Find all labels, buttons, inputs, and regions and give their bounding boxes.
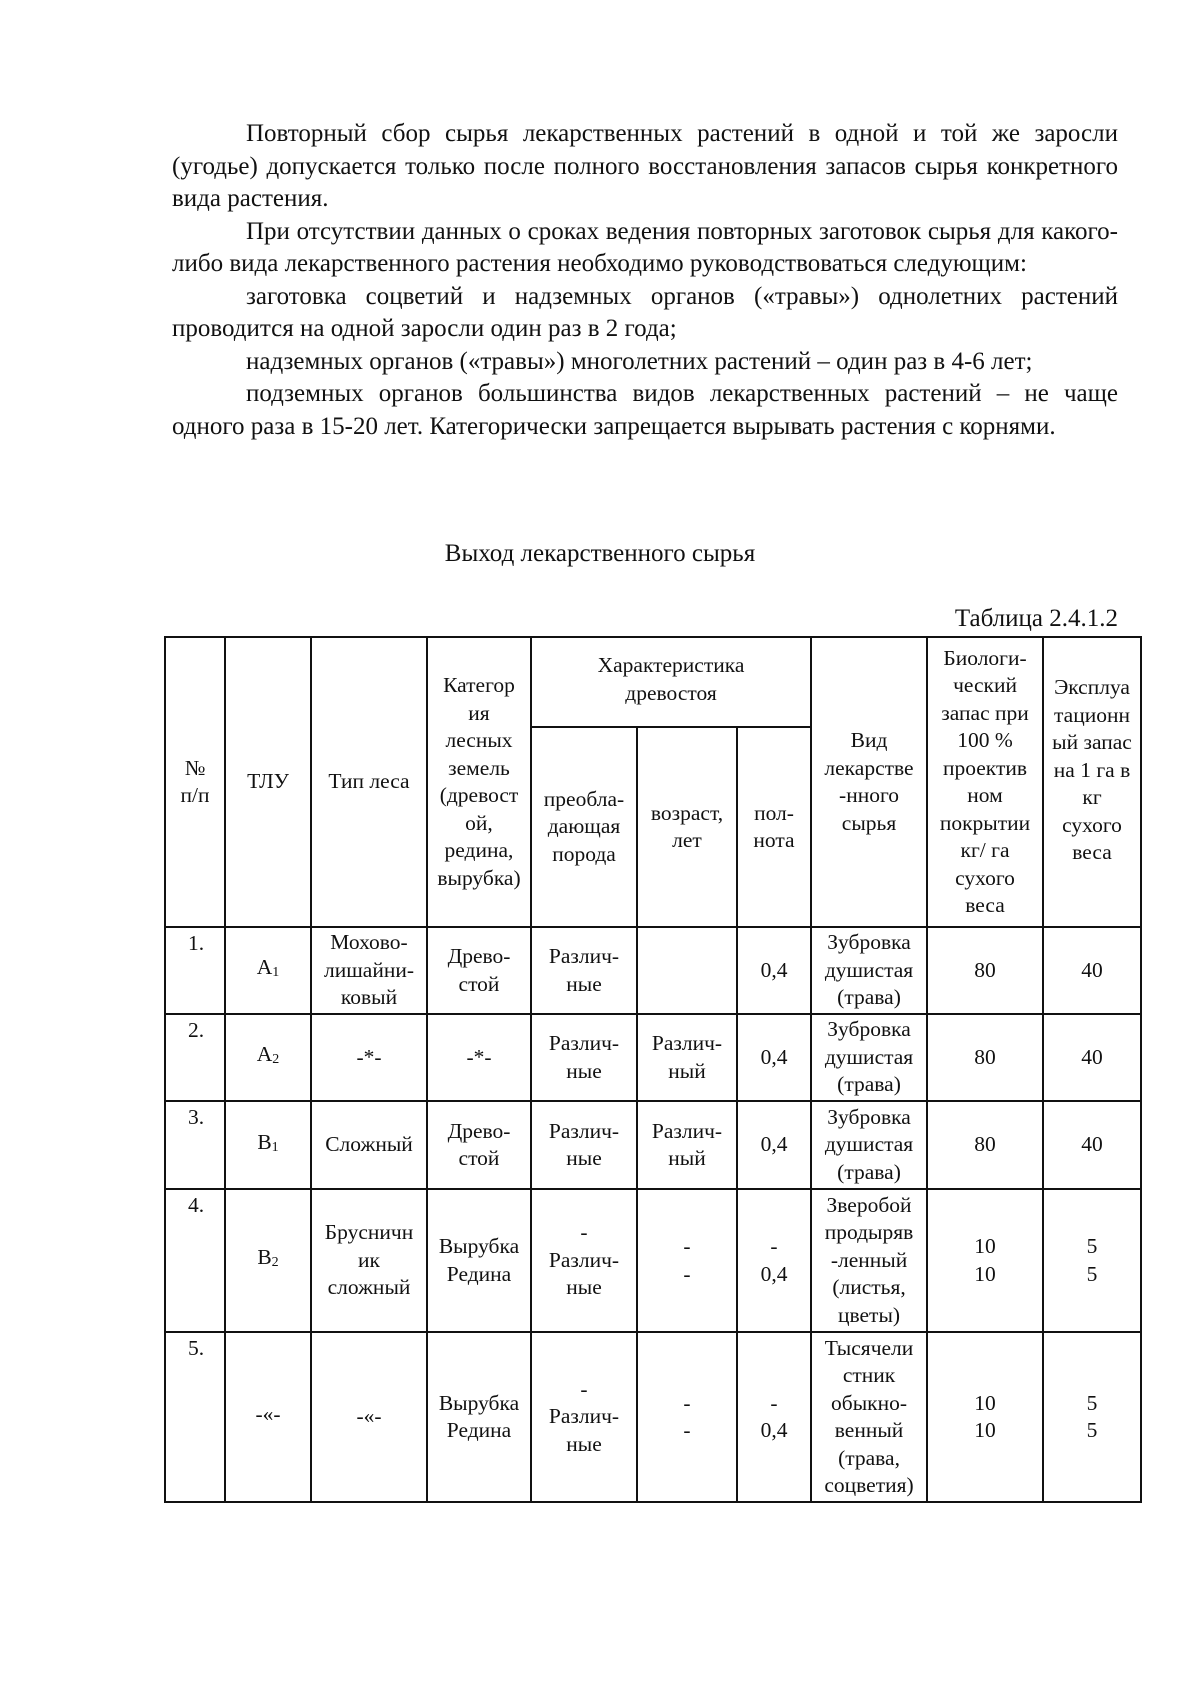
row-exp-reserve: 40 — [1043, 1014, 1141, 1101]
row-tlu: -«- — [225, 1332, 311, 1502]
paragraph-1: Повторный сбор сырья лекарственных растений в одной и той же заросли (угодье) допускается только после полного восстановления запасов сырья конкретного вида растения. — [172, 120, 1118, 212]
row-bio-reserve: 80 — [927, 1101, 1043, 1189]
header-density: пол- нота — [737, 727, 811, 927]
row-forest-type: Мохово- лишайни- ковый — [311, 927, 427, 1014]
header-category: Категор ия лесных земель (древост ой, редина, вырубка) — [427, 637, 531, 927]
table-row — [165, 1189, 1141, 1332]
row-category: Вырубка Редина — [427, 1332, 531, 1502]
row-num: 1. — [165, 927, 225, 1014]
table-row — [165, 1014, 1141, 1101]
row-tlu: $А_2$ — [225, 1014, 311, 1101]
row-category: -*- — [427, 1014, 531, 1101]
row-forest-type: Сложный — [311, 1101, 427, 1189]
row-category: Древо- стой — [427, 927, 531, 1014]
row-num: 2. — [165, 1014, 225, 1101]
row-age — [637, 927, 737, 1014]
header-tlu: ТЛУ — [225, 637, 311, 927]
row-forest-type: -«- — [311, 1332, 427, 1502]
row-dominant: Различ- ные — [531, 927, 637, 1014]
paragraph-3: заготовка соцветий и надземных органов («травы») однолетних растений проводится на одной заросли один раз в 2 года; — [172, 282, 1118, 342]
table-row — [165, 927, 1141, 1014]
header-bio-reserve: Биологи- ческий запас при 100 % проектив ном покрытии кг/ га сухого веса — [927, 637, 1043, 927]
table-number: Таблица 2.4.1.2 — [954, 605, 1118, 632]
table-row — [165, 1101, 1141, 1189]
row-category: Вырубка Редина — [427, 1189, 531, 1332]
row-category: Древо- стой — [427, 1101, 531, 1189]
raw-yield-table — [164, 636, 1142, 1503]
paragraph-5: подземных органов большинства видов лекарственных растений – не чаще одного раза в 15-20 лет. Категорически запрещается вырывать растения с корнями. — [172, 380, 1118, 440]
row-bio-reserve: 10 10 — [927, 1189, 1043, 1332]
row-num: 3. — [165, 1101, 225, 1189]
body-text — [172, 118, 1118, 443]
header-age: возраст, лет — [637, 727, 737, 927]
paragraph-4: надземных органов («травы») многолетних растений – один раз в 4-6 лет; — [246, 347, 1033, 375]
row-raw-type: Зубровка душистая (трава) — [811, 927, 927, 1014]
row-raw-type: Тысячели стник обыкно- венный (трава, соцветия) — [811, 1332, 927, 1502]
header-dominant-species: преобла- дающая порода — [531, 727, 637, 927]
row-density: - 0,4 — [737, 1332, 811, 1502]
row-raw-type: Зубровка душистая (трава) — [811, 1014, 927, 1101]
row-exp-reserve: 40 — [1043, 927, 1141, 1014]
row-dominant: - Различ- ные — [531, 1332, 637, 1502]
row-dominant: Различ- ные — [531, 1101, 637, 1189]
row-age: - - — [637, 1332, 737, 1502]
row-forest-type: -*- — [311, 1014, 427, 1101]
row-exp-reserve: 5 5 — [1043, 1189, 1141, 1332]
row-dominant: - Различ- ные — [531, 1189, 637, 1332]
row-age: - - — [637, 1189, 737, 1332]
row-forest-type: Брусничн ик сложный — [311, 1189, 427, 1332]
paragraph-2: При отсутствии данных о сроках ведения повторных заготовок сырья для какого-либо вида лекарственного растения необходимо руководствоваться следующим: — [172, 217, 1118, 277]
row-tlu: $А_1$ — [225, 927, 311, 1014]
header-stand-characteristics: Характеристика древостоя — [531, 637, 811, 727]
row-exp-reserve: 40 — [1043, 1101, 1141, 1189]
row-tlu: $В_2$ — [225, 1189, 311, 1332]
row-exp-reserve: 5 5 — [1043, 1332, 1141, 1502]
row-tlu: $В_1$ — [225, 1101, 311, 1189]
row-bio-reserve: 10 10 — [927, 1332, 1043, 1502]
row-num: 4. — [165, 1189, 225, 1332]
row-bio-reserve: 80 — [927, 1014, 1043, 1101]
row-bio-reserve: 80 — [927, 927, 1043, 1014]
header-forest-type: Тип леса — [311, 637, 427, 927]
row-dominant: Различ- ные — [531, 1014, 637, 1101]
row-age: Различ- ный — [637, 1014, 737, 1101]
row-num: 5. — [165, 1332, 225, 1502]
header-raw-type: Вид лекарстве -нного сырья — [811, 637, 927, 927]
header-exp-reserve: Эксплуа тационн ый запас на 1 га в кг сухого веса — [1043, 637, 1141, 927]
row-raw-type: Зверобой продыряв -ленный (листья, цветы) — [811, 1189, 927, 1332]
header-num: № п/п — [165, 637, 225, 927]
row-density: 0,4 — [737, 1014, 811, 1101]
row-density: - 0,4 — [737, 1189, 811, 1332]
row-density: 0,4 — [737, 1101, 811, 1189]
table-caption: Выход лекарственного сырья — [444, 540, 756, 567]
row-age: Различ- ный — [637, 1101, 737, 1189]
row-density: 0,4 — [737, 927, 811, 1014]
row-raw-type: Зубровка душистая (трава) — [811, 1101, 927, 1189]
table-row — [165, 1332, 1141, 1502]
